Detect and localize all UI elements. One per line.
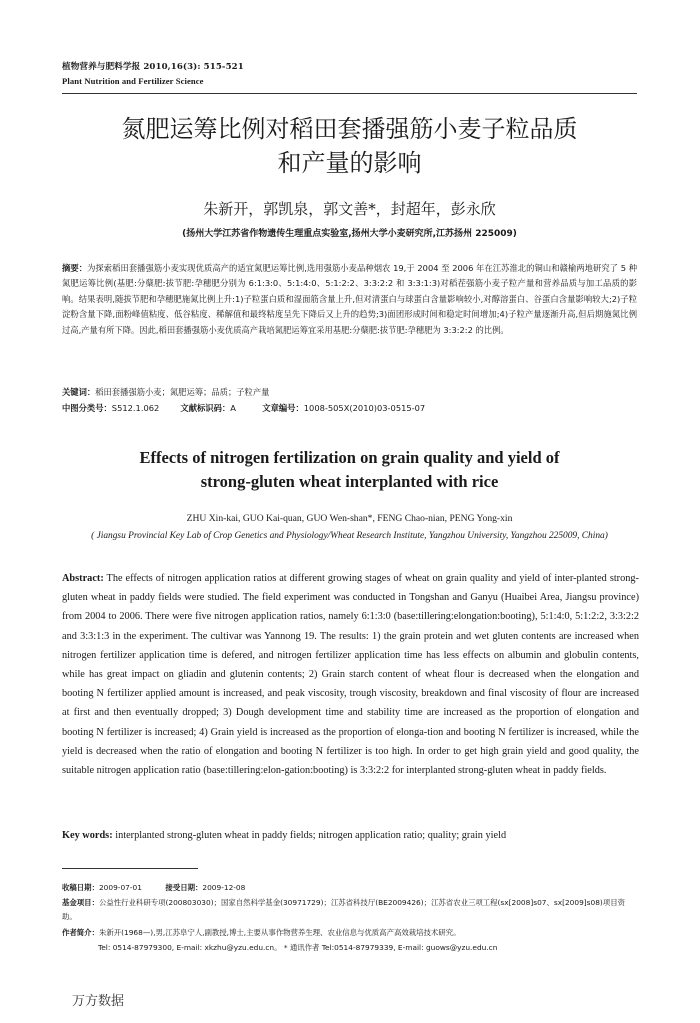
cn-abstract	[62, 261, 637, 338]
article-number-label: 文章编号：	[262, 403, 304, 413]
cn-keywords-text: 稻田套播强筋小麦；氮肥运筹；品质；子粒产量	[95, 387, 270, 397]
en-authors: ZHU Xin-kai, GUO Kai-quan, GUO Wen-shan*, FENG Chao-nian, PENG Yong-xin	[186, 513, 513, 524]
doc-code-label: 文献标识码：	[180, 403, 231, 413]
author-bio-text: 朱新开(1968—),男,江苏阜宁人,副教授,博士,主要从事作物营养生理、农业信息与优质高产高效栽培技术研究。	[98, 928, 461, 937]
journal-citation: 植物营养与肥料学报 2010,16(3): 515-521	[62, 62, 244, 72]
en-keywords	[62, 826, 639, 845]
footnote-funding	[62, 896, 639, 923]
author-bio-label: 作者简介：	[62, 928, 99, 937]
footnote-dates	[62, 881, 639, 895]
en-keywords-label: Key words:	[62, 830, 113, 841]
received-date: 2009-07-01	[98, 883, 142, 892]
received-label: 收稿日期：	[62, 883, 99, 892]
accepted-date: 2009-12-08	[202, 883, 246, 892]
en-abstract	[62, 569, 639, 780]
cn-affiliation: (扬州大学江苏省作物遗传生理重点实验室,扬州大学小麦研究所,江苏扬州 225009)	[182, 229, 517, 239]
en-title-line2: strong-gluten wheat interplanted with rice	[200, 472, 499, 491]
clc-value: S512.1.062	[111, 403, 160, 413]
funding-label: 基金项目：	[62, 898, 99, 907]
cn-abstract-label: 摘要：	[62, 263, 88, 273]
clc-label: 中图分类号：	[62, 403, 112, 413]
accepted-label: 接受日期：	[165, 883, 203, 892]
cn-title-line2: 和产量的影响	[277, 149, 422, 177]
cn-title-line1: 氮肥运筹比例对稻田套播强筋小麦子粒品质	[121, 115, 578, 143]
en-title-line1: Effects of nitrogen fertilization on grain quality and yield of	[139, 448, 560, 467]
en-affiliation: ( Jiangsu Provincial Key Lab of Crop Genetics and Physiology/Wheat Research Institute, Yangzhou University, Yangzhou 225009, China)	[91, 531, 608, 541]
footnote-rule	[62, 868, 198, 869]
cn-keywords	[62, 385, 637, 400]
en-keywords-text: interplanted strong-gluten wheat in paddy fields; nitrogen application ratio; quality; grain yield	[115, 830, 507, 841]
footnote-contact: Tel: 0514-87979300, E-mail: xkzhu@yzu.edu.cn。 * 通讯作者 Tel:0514-87979339, E-mail: guows@yzu.edu.cn	[98, 943, 498, 952]
doc-code-value: A	[230, 403, 236, 413]
journal-name-en: Plant Nutrition and Fertilizer Science	[62, 76, 204, 86]
header-rule	[62, 93, 637, 94]
funding-text: 公益性行业科研专项(200803030)；国家自然科学基金(30971729)；江苏省科技厅(BE2009426)；江苏省农业三项工程(sx[2008]s07、sx[2009]s08)项目资助。	[62, 898, 625, 921]
cn-authors: 朱新开，郭凯泉，郭文善*，封超年，彭永欣	[203, 200, 496, 218]
en-abstract-label: Abstract:	[62, 573, 104, 584]
cn-abstract-text: 为探索稻田套播强筋小麦实现优质高产的适宜氮肥运筹比例,选用强筋小麦品种烟农 19,于 2004 至 2006 年在江苏淮北的铜山和赣榆两地研究了 5 种氮肥运筹比例(基肥:分蘖肥:拔节肥:孕穗肥分别为 6:1:3:0、5:1:4:0、5:1:2:2、3:3:2:2 和 3:3:1:3)对稻茬强筋小麦子粒产量和营养品质与加工品质的影响。结果表明,随拔节肥和孕穗肥施氮比例上升:1)子粒蛋白质和湿面筋含量上升,但对清蛋白与球蛋白含量影响较小,对醇溶蛋白、谷蛋白含量影响较大;2)子粒淀粉含量下降,面粉峰值粘度、低谷粘度、稀解值和最终粘度呈先下降后又上升的趋势;3)面团形成时间和稳定时间增加;4)子粒产量逐渐升高,但后期施氮比例过高,产量有所下降。因此,稻田套播强筋小麦优质高产栽培氮肥运筹宜采用基肥:分蘖肥:拔节肥:孕穗肥为 3:3:2:2 的比例。	[62, 263, 637, 335]
footnote-author-bio	[62, 926, 639, 940]
watermark: 万方数据	[72, 994, 125, 1009]
en-abstract-text: The effects of nitrogen application ratios at different growing stages of wheat on grain quality and yield of inter-planted strong-gluten wheat in paddy fields were studied. The field experiment was conducted in Tongshan and Ganyu (Huaibei Area, Jiangsu province) from 2004 to 2006. There were five nitrogen application ratios, namely 6:1:3:0 (base:tillering:elongation:booting), 5:1:4:0, 5:1:2:2, 3:3:2:2 and 3:3:1:3 in the experiment. The cultivar was Yannong 19. The results: 1) the grain protein and wet gluten contents are increased when nitrogen fertilizer application time is defered, and nitrogen fertilizer application time has less effects on albumin and globulin contents, while has great impact on gliadin and glutenin contents; 2) Grain starch content of wheat flour is decreased when the elongation and booting N fertilizer applied amount is increased, and peak viscosity, trough viscosity, breakdown and final viscosity of flour are increased at first and then eventually dropped; 3) Dough development time and stability time are increased as the proportion of elongation and booting N fertilizer is increased; 4) Grain yield is increased as the proportion of elonga-tion and booting N fertilizer is increased, while the yield is decreased when the ratio of elongation and booting N fertilizer is too high. In order to get high grain yield and good quality, the suitable nitrogen application ratio (base:tillering:elon-gation:booting) is 3:3:2:2 for interplanted strong-gluten wheat in paddy fields.	[62, 573, 639, 777]
classification-line	[62, 401, 637, 416]
cn-keywords-label: 关键词：	[62, 387, 96, 397]
article-number-value: 1008-505X(2010)03-0515-07	[303, 403, 426, 413]
